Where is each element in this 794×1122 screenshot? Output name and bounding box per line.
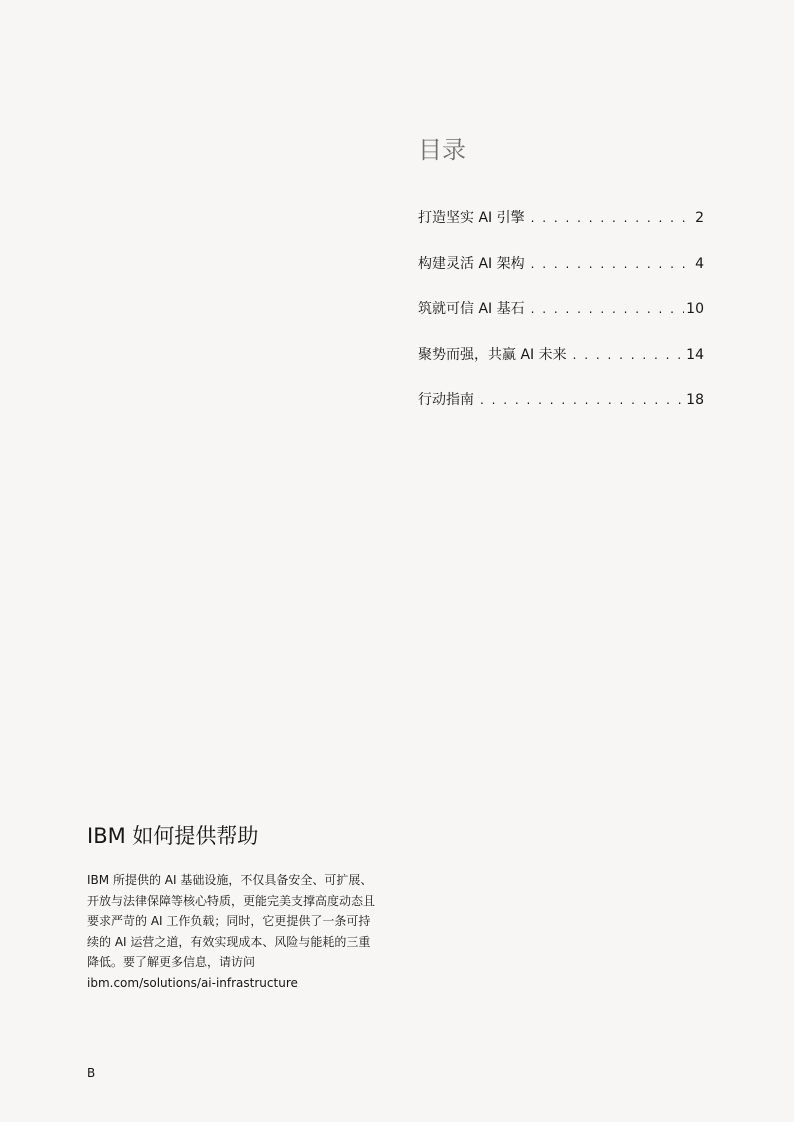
toc-item-label: 行动指南 (418, 392, 474, 408)
toc-item-page: 14 (686, 346, 704, 363)
table-of-contents (418, 130, 704, 408)
toc-item[interactable] (418, 297, 704, 343)
toc-item-page: 4 (695, 255, 704, 272)
toc-dot-leader (480, 388, 684, 412)
toc-item[interactable] (418, 206, 704, 252)
toc-title: 目录 (418, 136, 466, 164)
toc-item[interactable] (418, 343, 704, 389)
help-title: IBM 如何提供帮助 (87, 824, 259, 848)
toc-dot-leader (531, 252, 693, 276)
toc-dot-leader (531, 206, 693, 230)
toc-item[interactable] (418, 388, 704, 434)
toc-item-label: 构建灵活 AI 架构 (418, 255, 525, 272)
toc-list (418, 206, 704, 434)
toc-item-page: 2 (695, 210, 704, 226)
toc-dot-leader (573, 343, 685, 367)
ibm-help-section (87, 820, 379, 993)
toc-item-page: 10 (686, 301, 704, 317)
toc-dot-leader (531, 297, 685, 321)
help-body: IBM 所提供的 AI 基础设施，不仅具备安全、可扩展、开放与法律保障等核心特质，更能完美支撑高度动态且要求严苛的 AI 工作负载；同时，它更提供了一条可持续的 AI 运营之道，有效实现成本、风险与能耗的三重降低。要了解更多信息，请访问 ibm.com/solutions/ai-infrastructure (87, 873, 376, 990)
toc-item-page: 18 (686, 392, 704, 408)
toc-item-label: 筑就可信 AI 基石 (418, 301, 525, 317)
toc-item-label: 聚势而强，共赢 AI 未来 (418, 346, 567, 363)
page-number: B (87, 1066, 96, 1080)
toc-item[interactable] (418, 252, 704, 298)
toc-item-label: 打造坚实 AI 引擎 (418, 210, 525, 226)
